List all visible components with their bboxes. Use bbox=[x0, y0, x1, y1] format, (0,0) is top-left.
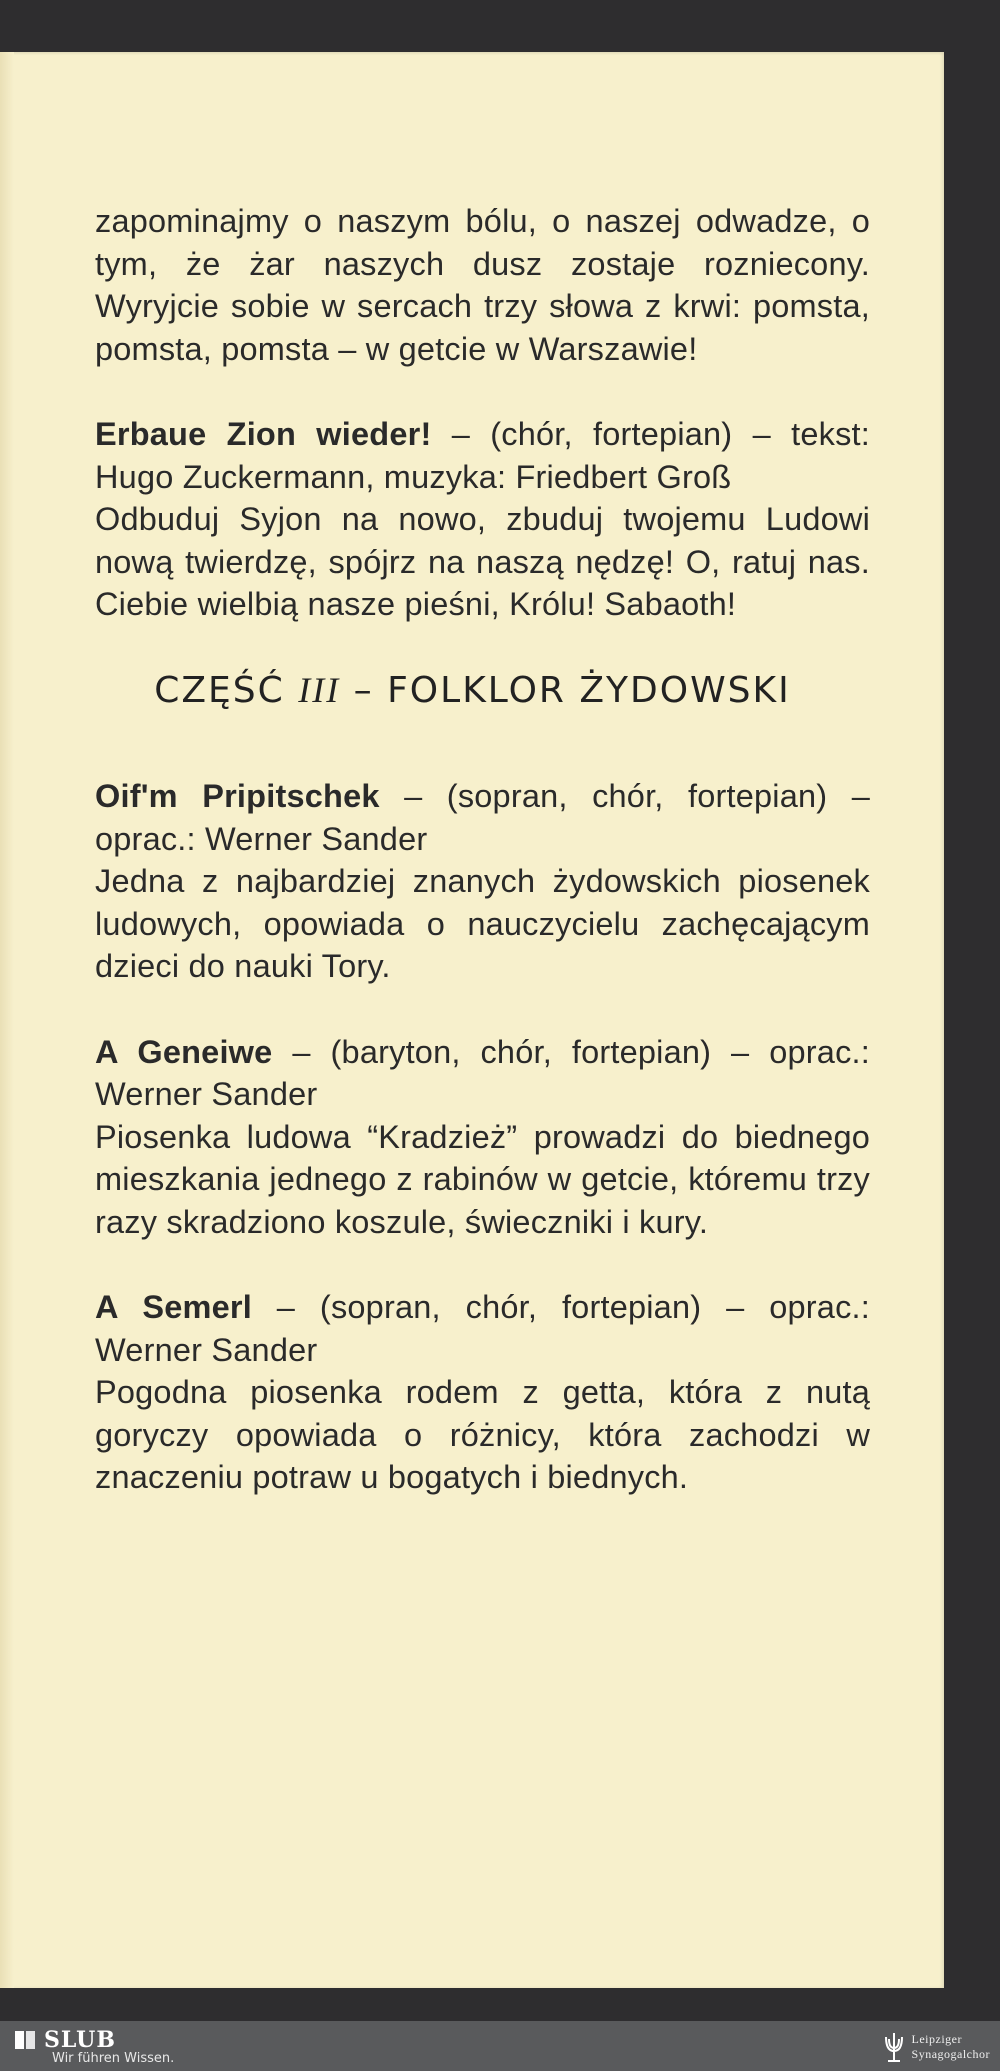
program-item-details: – (chór, fortepian) – tekst: Hugo Zuckermann, muzyka: Friedbert Groß bbox=[95, 416, 870, 495]
program-item-header bbox=[95, 1031, 870, 1116]
slub-brand: SLUB bbox=[44, 2027, 116, 2053]
menorah-icon bbox=[880, 2029, 908, 2065]
program-item-description: Odbuduj Syjon na nowo, zbuduj twojemu Ludowi nową twierdzę, spójrz na naszą nędzę! O, ratuj nas. Ciebie wielbią nasze pieśni, Królu! Sabaoth! bbox=[95, 501, 870, 622]
section-heading bbox=[75, 669, 870, 713]
choir-name bbox=[912, 2032, 990, 2062]
program-item-title: A Semerl bbox=[95, 1289, 252, 1325]
program-item-header bbox=[95, 1286, 870, 1371]
program-item-title: Erbaue Zion wieder! bbox=[95, 416, 432, 452]
book-icon bbox=[14, 2029, 36, 2051]
slub-logo[interactable] bbox=[14, 2027, 116, 2053]
program-item-erbaue-zion bbox=[95, 413, 870, 626]
page-content bbox=[95, 200, 870, 1542]
choir-line-2: Synagogalchor bbox=[911, 2047, 990, 2061]
program-item-header bbox=[95, 775, 870, 860]
page-fold-edge bbox=[0, 52, 14, 1988]
program-item-header bbox=[95, 413, 870, 498]
section-heading-prefix: CZĘŚĆ bbox=[154, 669, 299, 711]
intro-paragraph: zapominajmy o naszym bólu, o naszej odwadze, o tym, że żar naszych dusz zostaje rozniecony. Wyryjcie sobie w sercach trzy słowa z krwi: pomsta, pomsta, pomsta – w getcie w Warszawie! bbox=[95, 203, 870, 367]
program-item-description: Pogodna piosenka rodem z getta, która z nutą goryczy opowiada o różnicy, która zachodzi w znaczeniu potraw u bogatych i biednych. bbox=[95, 1374, 870, 1495]
program-item-a-geneiwe bbox=[95, 1031, 870, 1244]
intro-block bbox=[95, 200, 870, 370]
program-item-a-semerl bbox=[95, 1286, 870, 1499]
program-item-description: Piosenka ludowa “Kradzież” prowadzi do biednego mieszkania jednego z rabinów w getcie, któremu trzy razy skradziono koszule, świeczniki i kury. bbox=[95, 1118, 870, 1240]
viewer-footer bbox=[0, 2021, 1000, 2071]
slub-tagline: Wir führen Wissen. bbox=[52, 2051, 175, 2066]
choir-logo[interactable] bbox=[880, 2029, 990, 2065]
program-item-title: A Geneiwe bbox=[95, 1033, 273, 1070]
program-item-description: Jedna z najbardziej znanych żydowskich piosenek ludowych, opowiada o nauczycielu zachęcającym dzieci do nauki Tory. bbox=[95, 863, 870, 984]
program-item-details: – (sopran, chór, fortepian) – oprac.: Werner Sander bbox=[95, 778, 870, 857]
section-heading-roman: III bbox=[298, 669, 341, 710]
program-item-oifm-pripitschek bbox=[95, 775, 870, 988]
choir-line-1: Leipziger bbox=[911, 2032, 962, 2046]
program-item-details: – (sopran, chór, fortepian) – oprac.: Werner Sander bbox=[95, 1289, 870, 1368]
program-item-details: – (baryton, chór, fortepian) – oprac.: Werner Sander bbox=[95, 1033, 870, 1112]
section-heading-suffix: – FOLKLOR ŻYDOWSKI bbox=[340, 669, 791, 711]
program-item-title: Oif'm Pripitschek bbox=[95, 778, 380, 814]
